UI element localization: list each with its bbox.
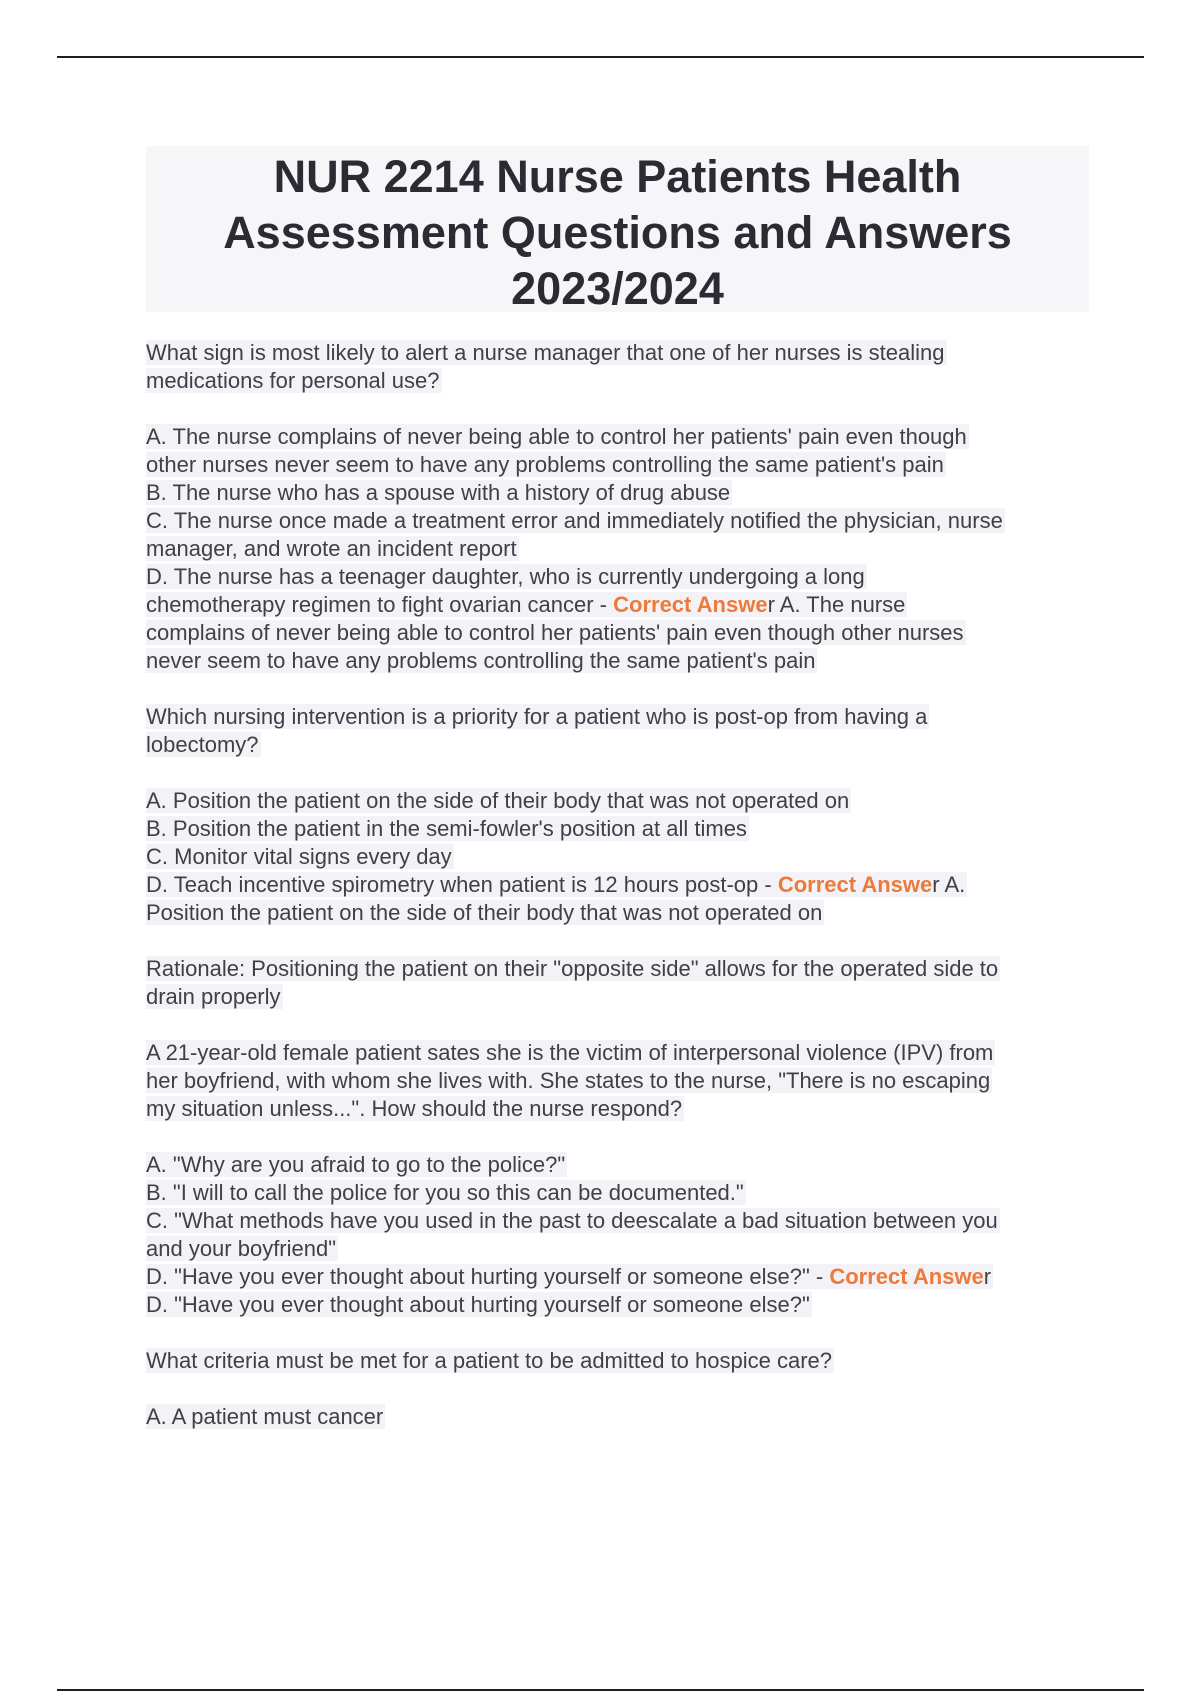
- answer-text-line: D. "Have you ever thought about hurting yourself or someone else?": [146, 1292, 810, 1317]
- question-4-options: [146, 1403, 1106, 1431]
- option-line: A. The nurse complains of never being able to control her patients' pain even though: [146, 424, 967, 449]
- option-line: B. Position the patient in the semi-fowler's position at all times: [146, 816, 747, 841]
- question-2-text: [146, 703, 1106, 759]
- question-3-options: [146, 1151, 1106, 1319]
- question-line: my situation unless...". How should the nurse respond?: [146, 1096, 683, 1121]
- option-line: manager, and wrote an incident report: [146, 536, 517, 561]
- option-line: other nurses never seem to have any problems controlling the same patient's pain: [146, 452, 944, 477]
- answer-line-lead: chemotherapy regimen to fight ovarian cancer -: [146, 592, 614, 617]
- question-2-options: [146, 787, 1106, 927]
- title-banner: [146, 146, 1089, 312]
- document-title: [146, 149, 1089, 317]
- answer-text-line: Position the patient on the side of their body that was not operated on: [146, 900, 823, 925]
- document-body: [146, 339, 1106, 1459]
- answer-line-trail: A.: [939, 872, 966, 897]
- answer-text-line: complains of never being able to control her patients' pain even though other nurses: [146, 620, 964, 645]
- answer-text-line: never seem to have any problems controlling the same patient's pain: [146, 648, 816, 673]
- question-line: A 21-year-old female patient sates she is the victim of interpersonal violence (IPV) from: [146, 1040, 994, 1065]
- answer-line-lead: D. "Have you ever thought about hurting yourself or someone else?" -: [146, 1264, 830, 1289]
- option-line: D. The nurse has a teenager daughter, who is currently undergoing a long: [146, 564, 865, 589]
- answer-line-lead: D. Teach incentive spirometry when patient is 12 hours post-op -: [146, 872, 778, 897]
- option-line: A. A patient must cancer: [146, 1404, 384, 1429]
- question-3-text: [146, 1039, 1106, 1123]
- option-line: A. "Why are you afraid to go to the police?": [146, 1152, 566, 1177]
- correct-answer-label-tail: r: [983, 1264, 992, 1289]
- option-line: B. "I will to call the police for you so this can be documented.": [146, 1180, 744, 1205]
- bottom-rule: [57, 1689, 1144, 1691]
- question-1-text: [146, 339, 1106, 395]
- title-line: NUR 2214 Nurse Patients Health: [273, 151, 962, 202]
- answer-line-trail: A. The nurse: [774, 592, 906, 617]
- option-line: B. The nurse who has a spouse with a history of drug abuse: [146, 480, 731, 505]
- title-line: 2023/2024: [511, 263, 724, 314]
- rationale-line: drain properly: [146, 984, 281, 1009]
- correct-answer-label: Correct Answe: [829, 1264, 984, 1289]
- option-line: C. "What methods have you used in the past to deescalate a bad situation between you: [146, 1208, 998, 1233]
- option-line: and your boyfriend": [146, 1236, 337, 1261]
- option-line: C. Monitor vital signs every day: [146, 844, 452, 869]
- correct-answer-label-tail: r: [767, 592, 775, 617]
- question-4-text: [146, 1347, 1106, 1375]
- answer-line: [146, 592, 907, 617]
- correct-answer-label-tail: r: [932, 872, 940, 897]
- rationale-line: Rationale: Positioning the patient on their "opposite side" allows for the operated side to: [146, 956, 999, 981]
- question-line: What sign is most likely to alert a nurse manager that one of her nurses is stealing: [146, 340, 945, 365]
- question-2-rationale: [146, 955, 1106, 1011]
- option-line: C. The nurse once made a treatment error and immediately notified the physician, nurse: [146, 508, 1003, 533]
- top-rule: [57, 56, 1144, 58]
- answer-line: [146, 872, 967, 897]
- question-line: her boyfriend, with whom she lives with. She states to the nurse, "There is no escaping: [146, 1068, 991, 1093]
- correct-answer-label: Correct Answe: [777, 872, 933, 897]
- question-line: medications for personal use?: [146, 368, 440, 393]
- correct-answer-label: Correct Answe: [613, 592, 768, 617]
- question-line: Which nursing intervention is a priority for a patient who is post-op from having a: [146, 704, 928, 729]
- question-1-options: [146, 423, 1106, 675]
- title-line: Assessment Questions and Answers: [223, 207, 1012, 258]
- answer-line: [146, 1264, 993, 1289]
- question-line: lobectomy?: [146, 732, 259, 757]
- option-line: A. Position the patient on the side of their body that was not operated on: [146, 788, 850, 813]
- question-line: What criteria must be met for a patient to be admitted to hospice care?: [146, 1348, 833, 1373]
